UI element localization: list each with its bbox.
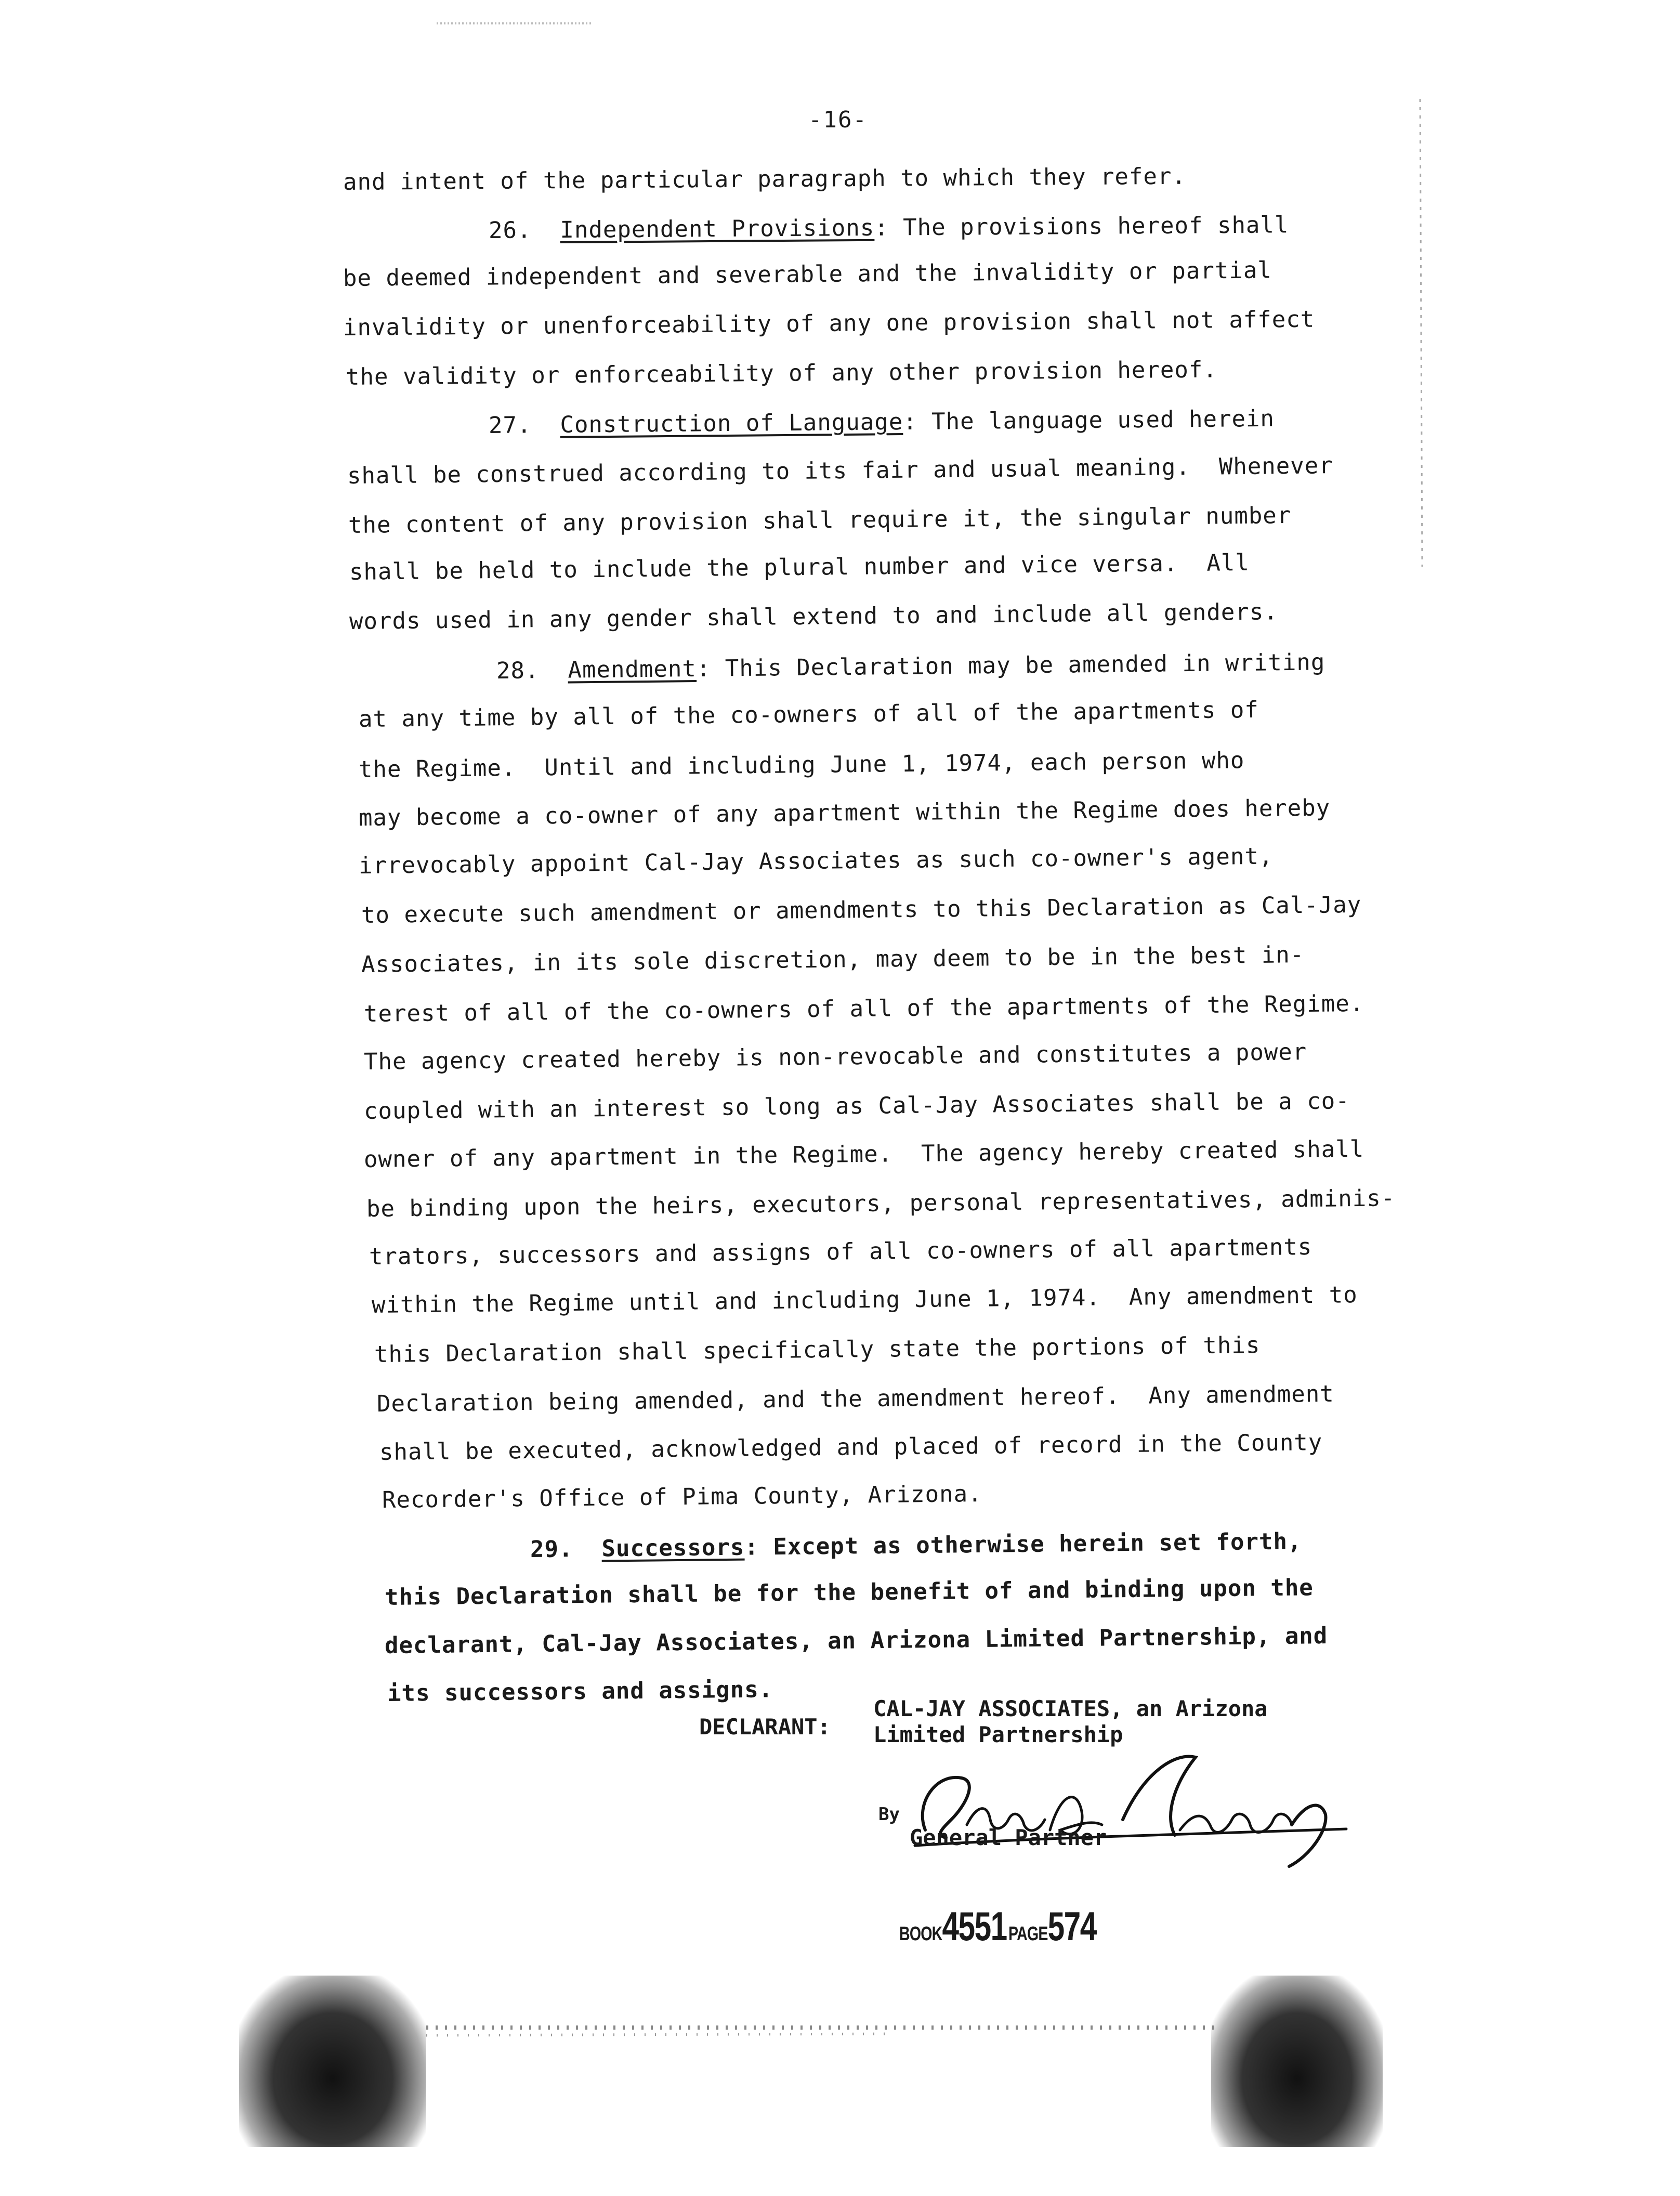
section-heading-line — [496, 649, 1325, 684]
body-line — [379, 1429, 1323, 1466]
body-line — [372, 1282, 1358, 1318]
top-edge-noise — [437, 18, 593, 29]
body-line — [361, 942, 1305, 978]
by-label: By — [878, 1804, 900, 1825]
line-text: the validity or enforceability of any other provision hereof. — [345, 356, 1218, 390]
line-text: within the Regime until and including June 1, 1974. Any amendment to — [371, 1282, 1358, 1318]
body-line — [349, 550, 1250, 585]
body-line — [385, 1574, 1314, 1611]
book-label: BOOK — [899, 1923, 942, 1945]
line-text: irrevocably appoint Cal-Jay Associates as such co-owner's agent, — [358, 843, 1274, 879]
body-line — [377, 1381, 1334, 1417]
body-line — [385, 1623, 1328, 1659]
line-text: and intent of the particular paragraph to which they refer. — [343, 163, 1187, 195]
recording-stamp — [899, 1903, 1096, 1950]
line-text: 27. — [488, 411, 560, 439]
line-text-continued: : Except as otherwise herein set forth, — [744, 1528, 1302, 1561]
line-text: 26. — [488, 217, 560, 244]
left-scan-smudge — [239, 1976, 426, 2147]
line-text-continued: : This Declaration may be amended in writing — [696, 649, 1325, 682]
line-text: this Declaration shall specifically state the portions of this — [374, 1332, 1261, 1368]
line-text: the content of any provision shall require it, the singular number — [348, 502, 1292, 539]
body-line — [359, 794, 1331, 831]
body-line — [347, 452, 1333, 489]
body-line — [359, 843, 1274, 879]
page-number-stamp: 574 — [1047, 1903, 1096, 1949]
line-text: to execute such amendment or amendments to this Declaration as Cal-Jay — [361, 891, 1362, 929]
section-heading: Independent Provisions — [560, 214, 875, 244]
line-text: invalidity or unenforceability of any one provision shall not affect — [343, 306, 1315, 341]
handwritten-signature — [904, 1742, 1351, 1872]
line-text: shall be construed according to its fair and usual meaning. Whenever — [347, 452, 1333, 489]
line-text: shall be executed, acknowledged and placed of record in the County — [379, 1429, 1323, 1466]
general-partner-label: General Partner — [910, 1825, 1107, 1850]
body-line — [343, 257, 1272, 292]
body-line — [361, 892, 1362, 929]
body-line — [359, 697, 1259, 733]
line-text: this Declaration shall be for the benefit of and binding upon the — [384, 1574, 1314, 1611]
right-margin-noise — [1414, 99, 1429, 567]
body-line — [364, 990, 1364, 1027]
line-text-continued: : The provisions hereof shall — [874, 212, 1289, 241]
body-line — [359, 747, 1245, 783]
line-text: its successors and assigns. — [387, 1676, 773, 1707]
body-line — [387, 1676, 773, 1707]
line-text: be deemed independent and severable and the invalidity or partial — [343, 257, 1272, 292]
line-text: the Regime. Until and including June 1, 1974, each person who — [358, 747, 1245, 783]
declarant-label: DECLARANT: — [699, 1714, 831, 1740]
line-text: coupled with an interest so long as Cal-Jay Associates shall be a co- — [363, 1088, 1350, 1125]
section-heading: Successors — [601, 1534, 745, 1562]
bottom-speckle-noise — [426, 2007, 1216, 2048]
line-text: words used in any gender shall extend to and include all genders. — [349, 598, 1279, 635]
line-text: may become a co-owner of any apartment within the Regime does hereby — [358, 794, 1331, 831]
line-text: Recorder's Office of Pima County, Arizona. — [382, 1480, 982, 1513]
body-line — [382, 1481, 982, 1513]
body-line — [374, 1332, 1261, 1368]
section-heading: Amendment — [568, 655, 697, 684]
declarant-name-line1: CAL-JAY ASSOCIATES, an Arizona — [873, 1696, 1268, 1721]
line-text: be binding upon the heirs, executors, personal representatives, adminis- — [366, 1185, 1396, 1222]
line-text: owner of any apartment in the Regime. The agency hereby created shall — [363, 1135, 1364, 1173]
right-scan-smudge — [1211, 1976, 1383, 2147]
body-line — [369, 1234, 1312, 1270]
body-line — [346, 356, 1217, 390]
section-heading-line — [489, 406, 1275, 439]
line-text: 28. — [496, 657, 568, 684]
page-label: PAGE — [1008, 1923, 1048, 1945]
body-line — [348, 502, 1292, 539]
section-heading-line — [489, 212, 1289, 244]
declarant-name-line2: Limited Partnership — [873, 1722, 1123, 1747]
body-line — [349, 598, 1278, 635]
body-line — [364, 1136, 1364, 1173]
page-number: -16- — [808, 107, 868, 133]
book-number: 4551 — [942, 1903, 1007, 1949]
line-text-continued: : The language used herein — [902, 405, 1275, 436]
body-line — [343, 163, 1186, 195]
declarant-name — [873, 1696, 1268, 1748]
body-line — [364, 1088, 1350, 1125]
line-text: Declaration being amended, and the amendment hereof. Any amendment — [376, 1380, 1335, 1417]
body-line — [343, 306, 1315, 341]
line-text: Associates, in its sole discretion, may deem to be in the best in- — [361, 942, 1305, 978]
section-heading-line — [530, 1528, 1302, 1563]
body-line — [364, 1039, 1307, 1075]
line-text: trators, successors and assigns of all co-owners of all apartments — [369, 1234, 1312, 1270]
line-text: 29. — [530, 1535, 602, 1563]
line-text: declarant, Cal-Jay Associates, an Arizona Limited Partnership, and — [384, 1623, 1328, 1659]
line-text: terest of all of the co-owners of all of the apartments of the Regime. — [363, 990, 1364, 1027]
body-line — [366, 1185, 1396, 1222]
line-text: at any time by all of the co-owners of all of the apartments of — [358, 696, 1259, 733]
line-text: The agency created hereby is non-revocable and constitutes a power — [363, 1039, 1307, 1075]
section-heading: Construction of Language — [560, 409, 903, 438]
line-text: shall be held to include the plural number and vice versa. All — [349, 549, 1250, 585]
